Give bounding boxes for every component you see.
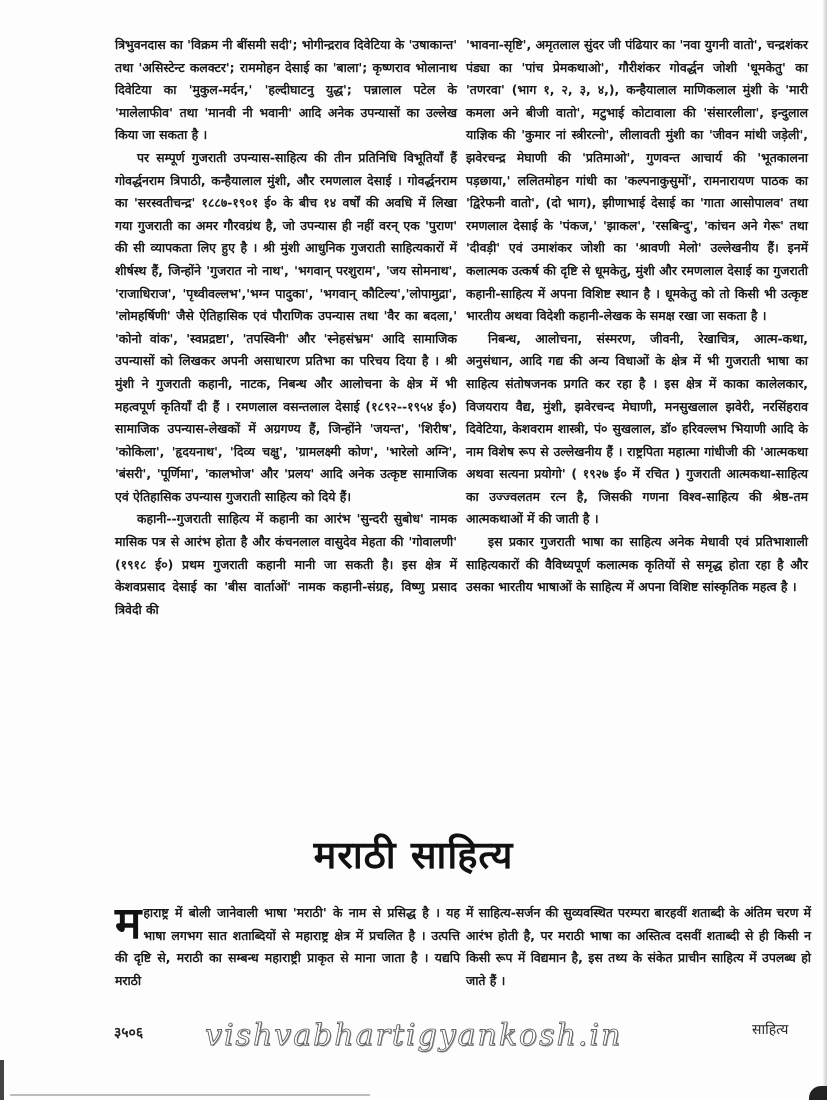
watermark: vishvabhartigyankosh.in xyxy=(205,1018,623,1053)
paragraph: निबन्ध, आलोचना, संस्मरण, जीवनी, रेखाचित्र, आत्म-कथा, अनुसंधान, आदि गद्य की अन्य विधाओं के क्षेत्र में भी गुजराती भाषा का साहित्य संतोषजनक प्रगति कर रहा है । इस क्षेत्र में काका कालेलकार, विजयराय वैद्य, मुंशी, झवेरचन्द मेघाणी, मनसुखलाल झवेरी, नरसिंहराव दिवेटिया, केशवराम शास्त्री, पं० सुखलाल, डॉ० हरिवल्लभ भियाणी आदि के नाम विशेष रूप से उल्लेखनीय हैं । राष्ट्रपिता महात्मा गांधीजी की 'आत्मकथा अथवा सत्यना प्रयोगो' ( १९२७ ई० में रचित ) गुजराती आत्मकथा-साहित्य का उज्ज्वलतम रत्न है, जिसकी गणना विश्व-साहित्य की श्रेष्ठ-तम आत्मकथाओं में की जाती है । xyxy=(466,330,808,527)
right-column xyxy=(466,34,808,599)
section-right-column xyxy=(466,902,811,992)
section-paragraph-right: में साहित्य-सर्जन की सुव्यवस्थित परम्परा बारहवीं शताब्दी के अंतिम चरण में आरंभ होती है, पर मराठी भाषा का अस्तित्व दसवीं शताब्दी से ही किसी न किसी रूप में विद्यमान है, इस तथ्य के संकेत प्राचीन साहित्य में उपलब्ध हो जाते हैं । xyxy=(466,905,811,988)
left-column xyxy=(115,34,457,621)
paragraph: 'भावना-सृष्टि', अमृतलाल सुंदर जी पंढियार का 'नवा युगनी वातो', चन्द्रशंकर पंड्या का 'पांच प्रेमकथाओ', गौरीशंकर गोवर्द्धन जोशी 'धूमकेतु' का 'तणरवा' (भाग १, २, ३, ४,), कन्हैयालाल माणिकलाल मुंशी के 'मारी कमला अने बीजी वातो', मटुभाई कोटावाला की 'संसारलीला', इन्दुलाल याज्ञिक की 'कुमार नां स्त्रीरत्नो', लीलावती मुंशी का 'जीवन मांथी जड़ेली', झवेरचन्द्र मेघाणी की 'प्रतिमाओ', गुणवन्त आचार्य की 'भूतकालना पड़छाया,' ललितमोहन गांधी का 'कल्पनाकुसुमों', रामनारायण पाठक का 'द्विरेफनी वातो', (दो भाग), झीणाभाई देसाई का 'गाता आसोपालव' तथा रमणलाल देसाई के 'पंकज,' 'झाकल', 'रसबिन्दु', 'कांचन अने गेरू' तथा 'दीवड़ी' एवं उमाशंकर जोशी का 'श्रावणी मेलो' उल्लेखनीय हैं। इनमें कलात्मक उत्कर्ष की दृष्टि से धूमकेतु, मुंशी और रमणलाल देसाई का गुजराती कहानी-साहित्य में अपना विशिष्ट स्थान है । धूमकेतु को तो किसी भी उत्कृष्ट भारतीय अथवा विदेशी कहानी-लेखक के समक्ष रखा जा सकता है । xyxy=(466,37,808,324)
running-footer-section: साहित्य xyxy=(752,1022,789,1038)
paragraph: त्रिभुवनदास का 'विक्रम नी बींसमी सदी'; भोगीन्द्रराव दिवेटिया के 'उषाकान्त' तथा 'असिस्टेन्ट कलक्टर'; राममोहन देसाई का 'बाला'; कृष्णराव भोलानाथ दिवेटिया का 'मुकुल-मर्दन,' 'हल्दीघाटनु युद्ध'; पन्नालाल पटेल के 'मालेलाफीव' तथा 'मानवी नी भवानी' आदि अनेक उपन्यासों का उल्लेख किया जा सकता है । xyxy=(115,37,457,143)
paragraph: इस प्रकार गुजराती भाषा का साहित्य अनेक मेधावी एवं प्रतिभाशाली साहित्यकारों की वैविध्यपूर्ण कलात्मक कृतियों से समृद्ध होता रहा है और उसका भारतीय भाषाओं के साहित्य में अपना विशिष्ट सांस्कृतिक महत्व है । xyxy=(466,534,808,595)
section-paragraph-left: हाराष्ट्र में बोली जानेवाली भाषा 'मराठी' के नाम से प्रसिद्ध है । यह भाषा लगभग सात शताब्दियों से महाराष्ट्र क्षेत्र में प्रचलित है । उत्पत्ति की दृष्टि से, मराठी का सम्बन्ध महाराष्ट्री प्राकृत से माना जाता है । यद्यपि मराठी xyxy=(115,905,460,988)
section-heading: मराठी साहित्य xyxy=(313,833,514,877)
section-left-column xyxy=(115,898,460,992)
scan-corner-shadow xyxy=(809,1086,827,1100)
scan-edge-left xyxy=(0,1060,4,1100)
paragraph: पर सम्पूर्ण गुजराती उपन्यास-साहित्य की तीन प्रतिनिधि विभूतियाँ हैं गोवर्द्धनराम त्रिपाठी, कन्हैयालाल मुंशी, और रमणलाल देसाई । गोवर्द्धनराम का 'सरस्वतीचन्द्र' १८८७-१९०१ ई० के बीच १४ वर्षों की अवधि में लिखा गया गुजराती का अमर गौरवग्रंथ है, जो उपन्यास ही नहीं वरन् एक 'पुराण' की सी व्यापकता लिए हुए है । श्री मुंशी आधुनिक गुजराती साहित्यकारों में शीर्षस्थ हैं, जिन्होंने 'गुजरात नो नाथ', 'भगवान् परशुराम', 'जय सोमनाथ', 'राजाधिराज', 'पृथ्वीवल्लभ','भग्न पादुका', 'भगवान् कौटिल्य','लोपामुद्रा', 'लोमहर्षिणी' जैसे ऐतिहासिक एवं पौराणिक उपन्यास तथा 'वैर का बदला,' 'कोनो वांक', 'स्वप्नद्रष्टा', 'तपस्विनी' और 'स्नेहसंभ्रम' आदि सामाजिक उपन्यासों को लिखकर अपनी असाधारण प्रतिभा का परिचय दिया है । श्री मुंशी ने गुजराती कहानी, नाटक, निबन्ध और आलोचना के क्षेत्र में भी महत्वपूर्ण कृतियाँ दी हैं । रमणलाल वसन्तलाल देसाई (१८९२--१९५४ ई०) सामाजिक उपन्यास-लेखकों में अग्रगण्य हैं, जिन्होंने 'जयन्त', 'शिरीष', 'कोकिला', 'हृदयनाथ', 'दिव्य चक्षु', 'ग्रामलक्ष्मी कोण', 'भारेलो अग्नि', 'बंसरी', 'पूर्णिमा', 'कालभोज' और 'प्रलय' आदि अनेक उत्कृष्ट सामाजिक एवं ऐतिहासिक उपन्यास गुजराती साहित्य को दिये हैं। xyxy=(115,149,457,504)
drop-cap: म xyxy=(115,898,142,949)
scan-edge-shadow xyxy=(823,0,827,1100)
paragraph: कहानी--गुजराती साहित्य में कहानी का आरंभ 'सुन्दरी सुबोध' नामक मासिक पत्र से आरंभ होता है और कंचनलाल वासुदेव मेहता की 'गोवालणी' (१९१८ ई०) प्रथम गुजराती कहानी मानी जा सकती है। इस क्षेत्र में केशवप्रसाद देसाई का 'बीस वार्ताओं' नामक कहानी-संग्रह, विष्णु प्रसाद त्रिवेदी की xyxy=(115,511,457,617)
scan-edge-line xyxy=(10,1094,370,1096)
page-number: ३५०६ xyxy=(114,1025,144,1041)
